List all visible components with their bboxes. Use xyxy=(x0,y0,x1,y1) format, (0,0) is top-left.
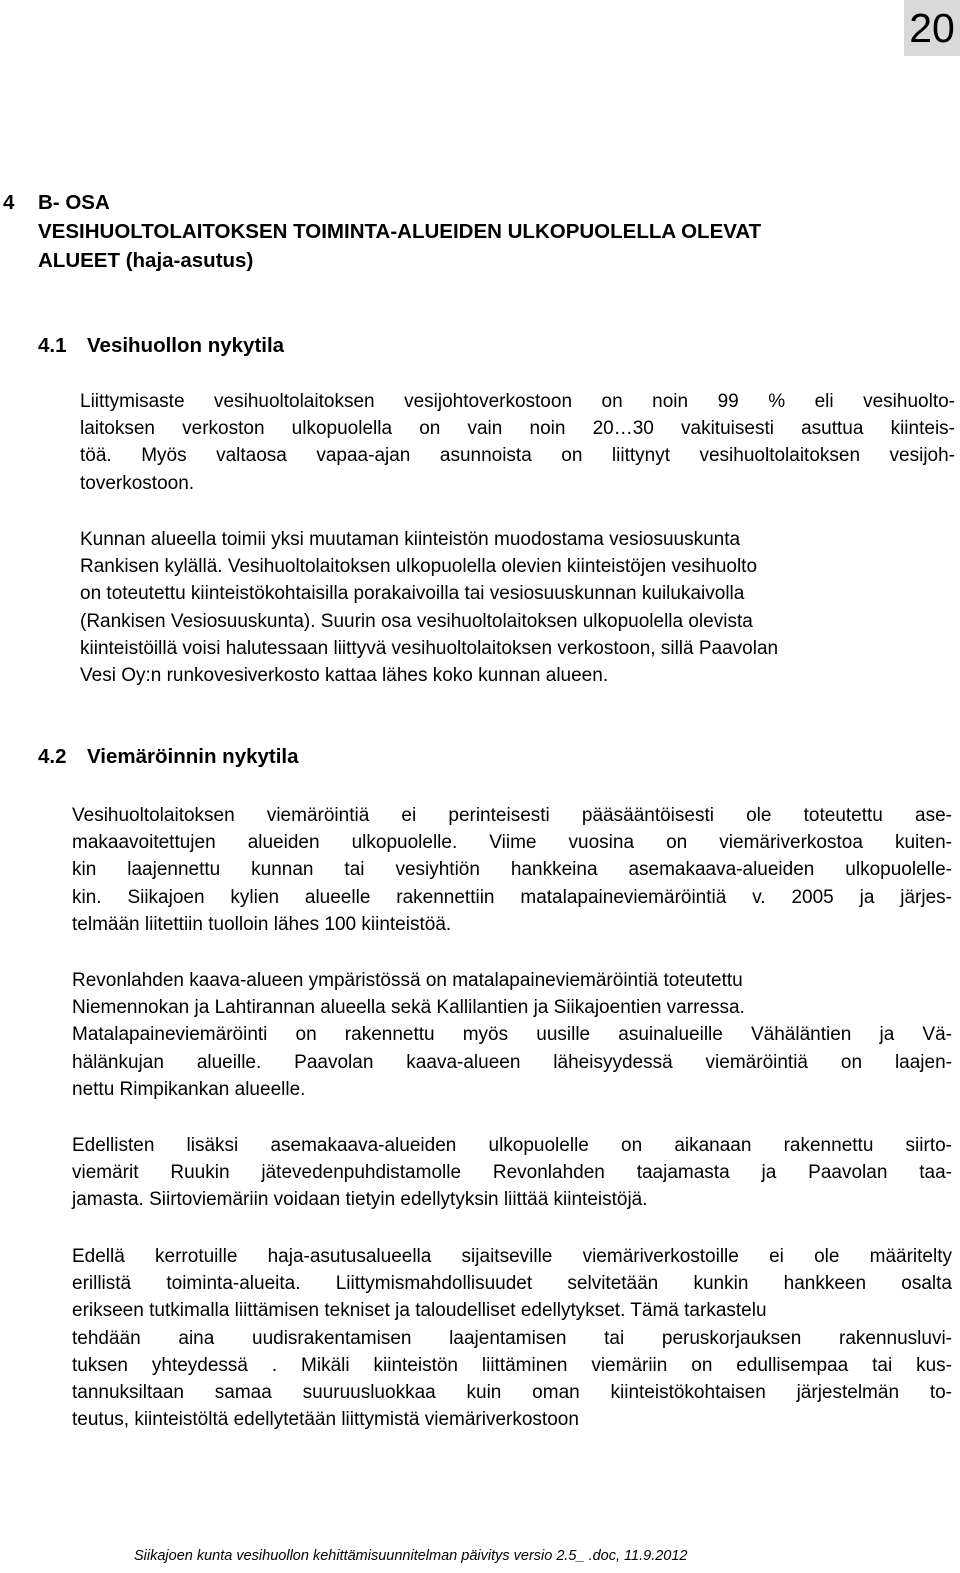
page-number: 20 xyxy=(904,0,960,56)
paragraph xyxy=(72,1132,952,1214)
text-line: Vesihuoltolaitoksen viemäröintiä ei perinteisesti pääsääntöisesti ole toteutettu ase- xyxy=(72,805,952,826)
paragraph xyxy=(80,388,955,497)
section-number: 4.1 xyxy=(38,334,67,357)
section-heading-4-1 xyxy=(38,331,284,360)
section-number: 4.2 xyxy=(38,745,67,768)
paragraph xyxy=(80,526,955,689)
page-footer: Siikajoen kunta vesihuollon kehittämisuunnitelman päivitys versio 2.5_ .doc, 11.9.2012 xyxy=(134,1548,688,1564)
chapter-title-line: B- OSA xyxy=(38,191,110,214)
text-line: Edellisten lisäksi asemakaava-alueiden ulkopuolelle on aikanaan rakennettu siirto- xyxy=(72,1135,952,1156)
text-line: Revonlahden kaava-alueen ympäristössä on matalapaineviemäröintiä toteutettu xyxy=(72,970,743,991)
text-line: jamasta. Siirtoviemäriin voidaan tietyin edellytyksin liittää kiinteistöjä. xyxy=(72,1189,648,1211)
text-line: teutus, kiinteistöltä edellytetään liittymistä viemäriverkostoon xyxy=(72,1409,579,1431)
text-line: telmään liitettiin tuolloin lähes 100 kiinteistöä. xyxy=(72,913,452,935)
text-line: (Rankisen Vesiosuuskunta). Suurin osa vesihuoltolaitoksen ulkopuolella olevista xyxy=(80,610,753,632)
text-line: hälänkujan alueille. Paavolan kaava-alueen läheisyydessä viemäröintiä on laajen- xyxy=(72,1051,952,1073)
text-line: Niemennokan ja Lahtirannan alueella sekä Kallilantien ja Siikajoentien varressa. xyxy=(72,997,745,1019)
text-line: tuksen yhteydessä . Mikäli kiinteistön liittäminen viemäriin on edullisempaa tai kus- xyxy=(72,1354,952,1376)
text-line: kin. Siikajoen kylien alueelle rakennettiin matalapaineviemäröintiä v. 2005 ja järjes- xyxy=(72,886,952,908)
text-line: Edellä kerrotuille haja-asutusalueella sijaitseville viemäriverkostoille ei ole määritelty xyxy=(72,1246,952,1267)
text-line: kiinteistöillä voisi halutessaan liittyvä vesihuoltolaitoksen verkostoon, sillä Paavolan xyxy=(80,637,779,659)
paragraph xyxy=(72,1243,952,1433)
text-line: Kunnan alueella toimii yksi muutaman kiinteistön muodostama vesiosuuskunta xyxy=(80,529,741,550)
text-line: tehdään aina uudisrakentamisen laajentamisen tai peruskorjauksen rakennusluvi- xyxy=(72,1327,952,1349)
chapter-number: 4 xyxy=(3,191,15,214)
text-line: on toteutettu kiinteistökohtaisilla porakaivoilla tai vesiosuuskunnan kuilukaivolla xyxy=(80,583,745,605)
text-line: erillistä toiminta-alueita. Liittymismahdollisuudet selvitetään kunkin hankkeen osalta xyxy=(72,1273,952,1295)
text-line: nettu Rimpikankan alueelle. xyxy=(72,1078,306,1100)
text-line: makaavoitettujen alueiden ulkopuolelle. Viime vuosina on viemäriverkostoa kuiten- xyxy=(72,832,952,854)
text-line: laitoksen verkoston ulkopuolella on vain noin 20…30 vakituisesti asuttua kiinteis- xyxy=(80,418,955,440)
text-line: Vesi Oy:n runkovesiverkosto kattaa lähes koko kunnan alueen. xyxy=(80,665,609,687)
text-line: kin laajennettu kunnan tai vesiyhtiön hankkeina asemakaava-alueiden ulkopuolelle- xyxy=(72,859,952,881)
text-line: toverkostoon. xyxy=(80,472,195,494)
chapter-title-line: VESIHUOLTOLAITOKSEN TOIMINTA-ALUEIDEN ULKOPUOLELLA OLEVAT xyxy=(38,220,762,243)
chapter-title-line: ALUEET (haja-asutus) xyxy=(38,249,254,272)
text-line: Matalapaineviemäröinti on rakennettu myös uusille asuinalueille Vähäläntien ja Vä- xyxy=(72,1024,952,1046)
text-line: Rankisen kylällä. Vesihuoltolaitoksen ulkopuolella olevien kiinteistöjen vesihuolto xyxy=(80,556,758,578)
section-title: Vesihuollon nykytila xyxy=(87,334,285,357)
section-heading-4-2 xyxy=(38,742,299,771)
text-line: tannuksiltaan samaa suuruusluokkaa kuin oman kiinteistökohtaisen järjestelmän to- xyxy=(72,1382,952,1404)
text-line: Liittymisaste vesihuoltolaitoksen vesijohtoverkostoon on noin 99 % eli vesihuolto- xyxy=(80,391,955,412)
paragraph xyxy=(72,967,952,1103)
section-title: Viemäröinnin nykytila xyxy=(87,745,299,768)
text-line: töä. Myös valtaosa vapaa-ajan asunnoista on liittynyt vesihuoltolaitoksen vesijoh- xyxy=(80,445,955,467)
text-line: viemärit Ruukin jätevedenpuhdistamolle Revonlahden taajamasta ja Paavolan taa- xyxy=(72,1162,952,1184)
chapter-title xyxy=(38,188,918,275)
paragraph xyxy=(72,802,952,938)
text-line: erikseen tutkimalla liittämisen tekniset ja taloudelliset edellytykset. Tämä tarkastelu xyxy=(72,1300,767,1322)
